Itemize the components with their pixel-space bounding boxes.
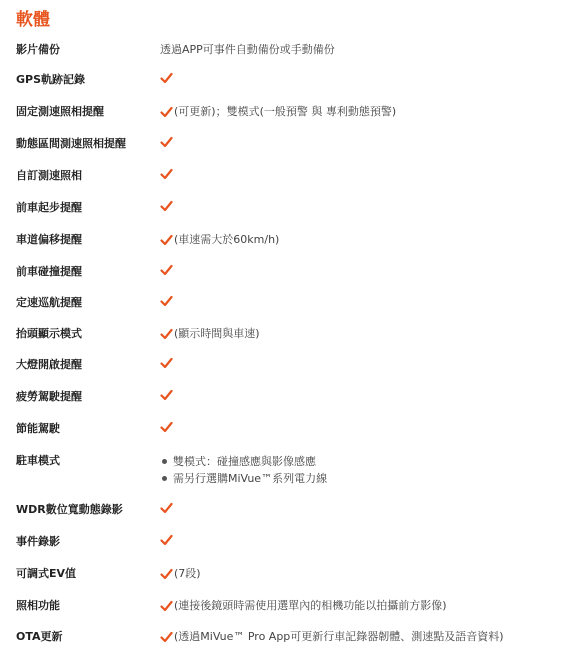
check-icon	[160, 72, 173, 84]
spec-value-text: (車速需大於60km/h)	[174, 233, 280, 246]
bullet-text: 需另行選購MiVue™系列電力線	[173, 472, 328, 485]
spec-value-text: (7段)	[174, 567, 201, 580]
spec-label: 照相功能	[16, 599, 60, 612]
check-icon	[160, 600, 173, 612]
spec-label: 抬頭顯示模式	[16, 327, 82, 340]
spec-value	[160, 168, 174, 180]
bullet-item	[160, 453, 327, 470]
spec-value	[160, 389, 174, 401]
spec-value-text: 透過APP可事件自動備份或手動備份	[160, 43, 335, 56]
spec-label: 事件錄影	[16, 535, 60, 548]
check-icon	[160, 106, 173, 118]
check-icon	[160, 568, 173, 580]
check-icon	[160, 421, 173, 433]
spec-label: 車道偏移提醒	[16, 233, 82, 246]
spec-value	[160, 566, 201, 582]
spec-label: 前車起步提醒	[16, 201, 82, 214]
check-icon	[160, 502, 173, 514]
spec-label: 可調式EV值	[16, 567, 77, 580]
spec-label: 前車碰撞提醒	[16, 265, 82, 278]
spec-value	[160, 629, 504, 645]
check-icon	[160, 200, 173, 212]
spec-value-text: (連接後鏡頭時需使用選單內的相機功能以拍攝前方影像)	[174, 599, 447, 612]
spec-label: OTA更新	[16, 630, 63, 643]
spec-value-text: (顯示時間與車速)	[174, 327, 260, 340]
check-icon	[160, 328, 173, 340]
spec-label: 固定測速照相提醒	[16, 105, 104, 118]
spec-value-text: (透過MiVue™ Pro App可更新行車記錄器韌體、測速點及語音資料)	[174, 630, 504, 643]
spec-label: 駐車模式	[16, 454, 60, 467]
check-icon	[160, 234, 173, 246]
spec-value	[160, 232, 279, 248]
spec-value	[160, 42, 335, 58]
check-icon	[160, 295, 173, 307]
spec-value	[160, 326, 260, 342]
spec-label: 疲勞駕駛提醒	[16, 390, 82, 403]
section-title: 軟體	[16, 10, 50, 30]
check-icon	[160, 631, 173, 643]
bullet-list	[160, 453, 327, 487]
spec-label: WDR數位寬動態錄影	[16, 503, 123, 516]
spec-label: 定速巡航提醒	[16, 296, 82, 309]
spec-label: 影片備份	[16, 43, 60, 56]
spec-value-text: (可更新)；雙模式(一般預警 與 專利動態預警)	[174, 105, 397, 118]
spec-label: 大燈開啟提醒	[16, 358, 82, 371]
bullet-icon	[162, 459, 167, 464]
spec-label: 動態區間測速照相提醒	[16, 137, 126, 150]
check-icon	[160, 264, 173, 276]
spec-value	[160, 136, 174, 148]
check-icon	[160, 534, 173, 546]
spec-label: GPS軌跡記錄	[16, 73, 86, 86]
spec-value	[160, 598, 447, 614]
spec-value	[160, 534, 174, 546]
check-icon	[160, 168, 173, 180]
bullet-item	[160, 470, 327, 487]
spec-value	[160, 357, 174, 369]
spec-value	[160, 421, 174, 433]
bullet-text: 雙模式：碰撞感應與影像感應	[173, 455, 316, 468]
spec-label: 節能駕駛	[16, 422, 60, 435]
spec-label: 自訂測速照相	[16, 169, 82, 182]
check-icon	[160, 389, 173, 401]
bullet-icon	[162, 476, 167, 481]
spec-value	[160, 264, 174, 276]
spec-value	[160, 295, 174, 307]
check-icon	[160, 136, 173, 148]
check-icon	[160, 357, 173, 369]
spec-value	[160, 104, 396, 120]
spec-value	[160, 200, 174, 212]
spec-value	[160, 502, 174, 514]
spec-value	[160, 72, 174, 84]
